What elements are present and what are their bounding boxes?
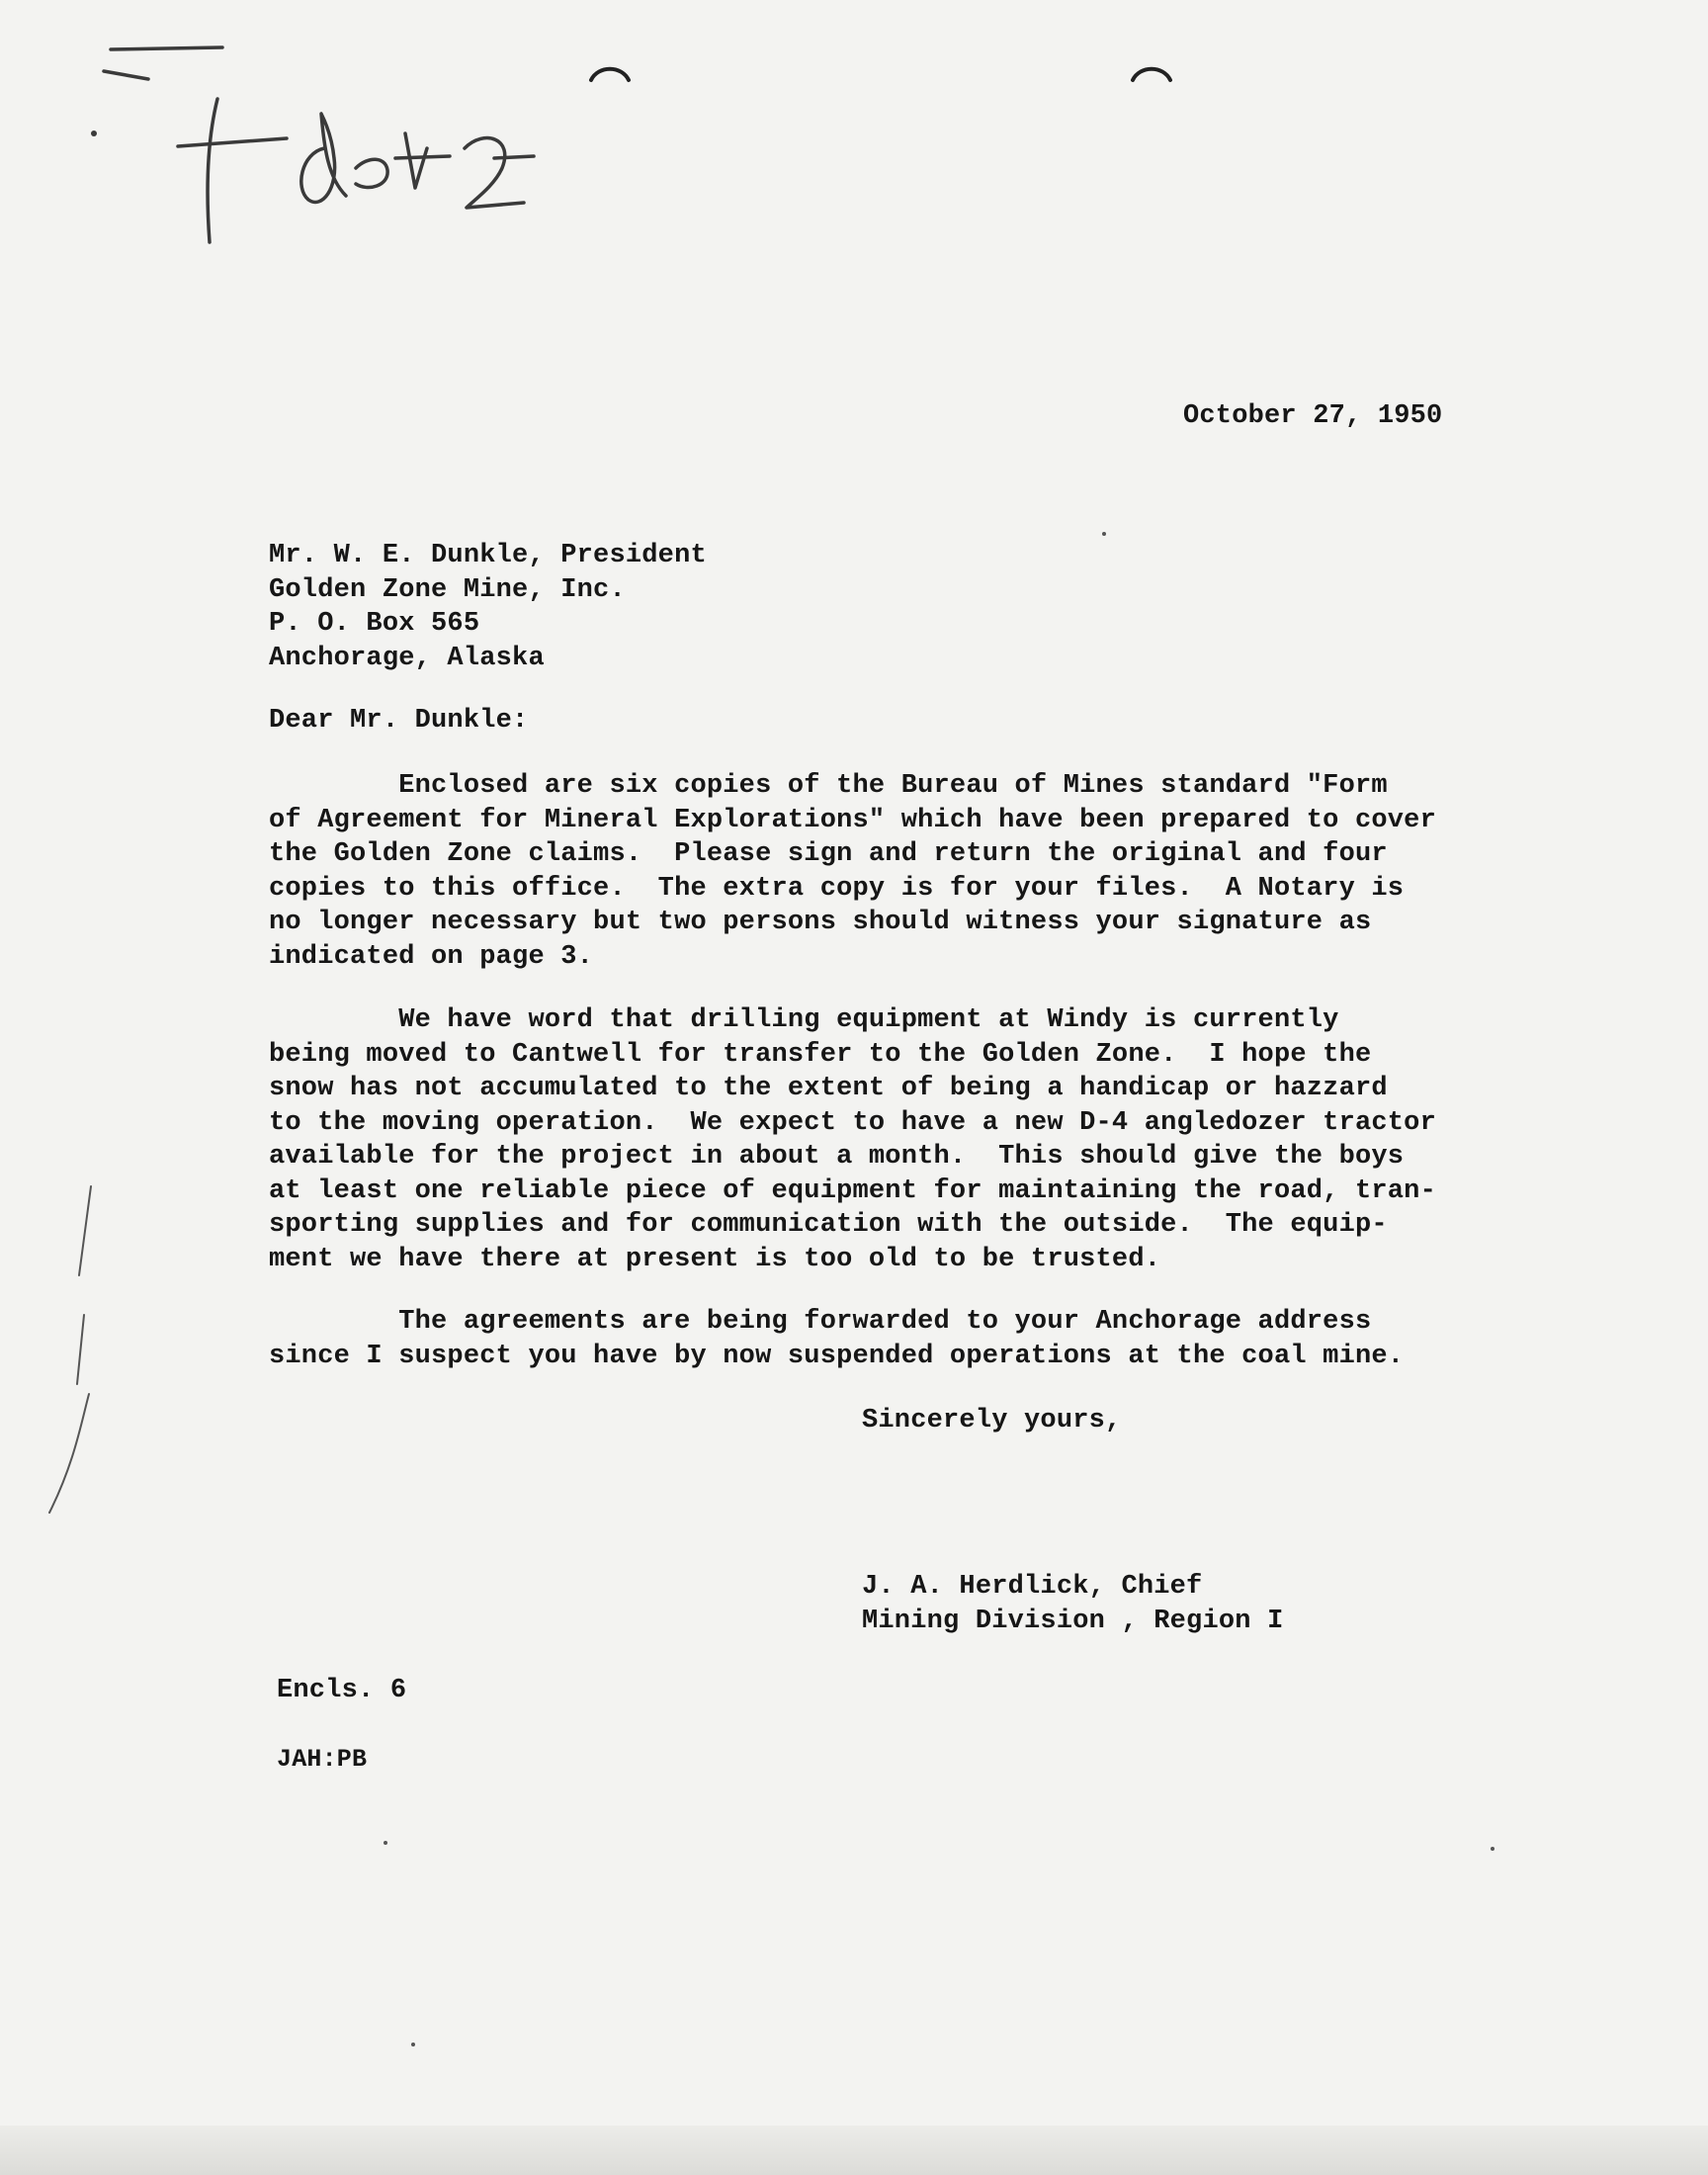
- closing: Sincerely yours,: [862, 1406, 1122, 1436]
- signer-division: Mining Division , Region I: [862, 1606, 1284, 1636]
- recipient-name: Mr. W. E. Dunkle, President: [269, 541, 707, 570]
- body-paragraph-1: [269, 769, 1436, 974]
- body-paragraph-2: [269, 1003, 1436, 1276]
- recipient-city: Anchorage, Alaska: [269, 643, 545, 673]
- enclosures-note: Encls. 6: [277, 1676, 407, 1705]
- paper-speck: [411, 2043, 415, 2046]
- recipient-po-box: P. O. Box 565: [269, 609, 480, 639]
- text-line: since I suspect you have by now suspended operations at the coal mine.: [269, 1341, 1405, 1371]
- punch-hole-mark-left: [588, 61, 632, 83]
- handwritten-file-note: [59, 30, 573, 287]
- text-line: Enclosed are six copies of the Bureau of Mines standard "Form: [269, 771, 1388, 801]
- margin-pencil-marks: [30, 1167, 109, 1522]
- paper-speck: [1102, 532, 1106, 536]
- letter-date: October 27, 1950: [1183, 401, 1443, 431]
- body-paragraph-3: [269, 1305, 1404, 1373]
- text-line: indicated on page 3.: [269, 941, 594, 972]
- reference-initials: JAH:PB: [277, 1745, 368, 1774]
- text-line: The agreements are being forwarded to your Anchorage address: [269, 1307, 1372, 1337]
- text-line: the Golden Zone claims. Please sign and return the original and four: [269, 839, 1388, 869]
- paper-speck: [384, 1841, 387, 1845]
- text-line: being moved to Cantwell for transfer to the Golden Zone. I hope the: [269, 1039, 1372, 1070]
- text-line: We have word that drilling equipment at Windy is currently: [269, 1005, 1339, 1035]
- recipient-address: [269, 539, 707, 675]
- text-line: sporting supplies and for communication with the outside. The equip-: [269, 1210, 1388, 1240]
- text-line: snow has not accumulated to the extent of being a handicap or hazzard: [269, 1074, 1388, 1103]
- signer-name-title: J. A. Herdlick, Chief: [862, 1572, 1203, 1602]
- signature-block: [862, 1570, 1283, 1638]
- text-line: ment we have there at present is too old to be trusted.: [269, 1244, 1161, 1274]
- paper-speck: [1491, 1847, 1494, 1851]
- text-line: to the moving operation. We expect to have a new D-4 angledozer tractor: [269, 1107, 1436, 1138]
- text-line: copies to this office. The extra copy is for your files. A Notary is: [269, 873, 1405, 904]
- recipient-company: Golden Zone Mine, Inc.: [269, 574, 626, 605]
- page-bottom-edge: [0, 2126, 1708, 2175]
- text-line: of Agreement for Mineral Explorations" which have been prepared to cover: [269, 805, 1436, 835]
- text-line: no longer necessary but two persons should witness your signature as: [269, 908, 1372, 937]
- text-line: at least one reliable piece of equipment for maintaining the road, tran-: [269, 1175, 1436, 1206]
- text-line: available for the project in about a month. This should give the boys: [269, 1142, 1405, 1172]
- salutation: Dear Mr. Dunkle:: [269, 706, 529, 736]
- punch-hole-mark-right: [1130, 61, 1173, 83]
